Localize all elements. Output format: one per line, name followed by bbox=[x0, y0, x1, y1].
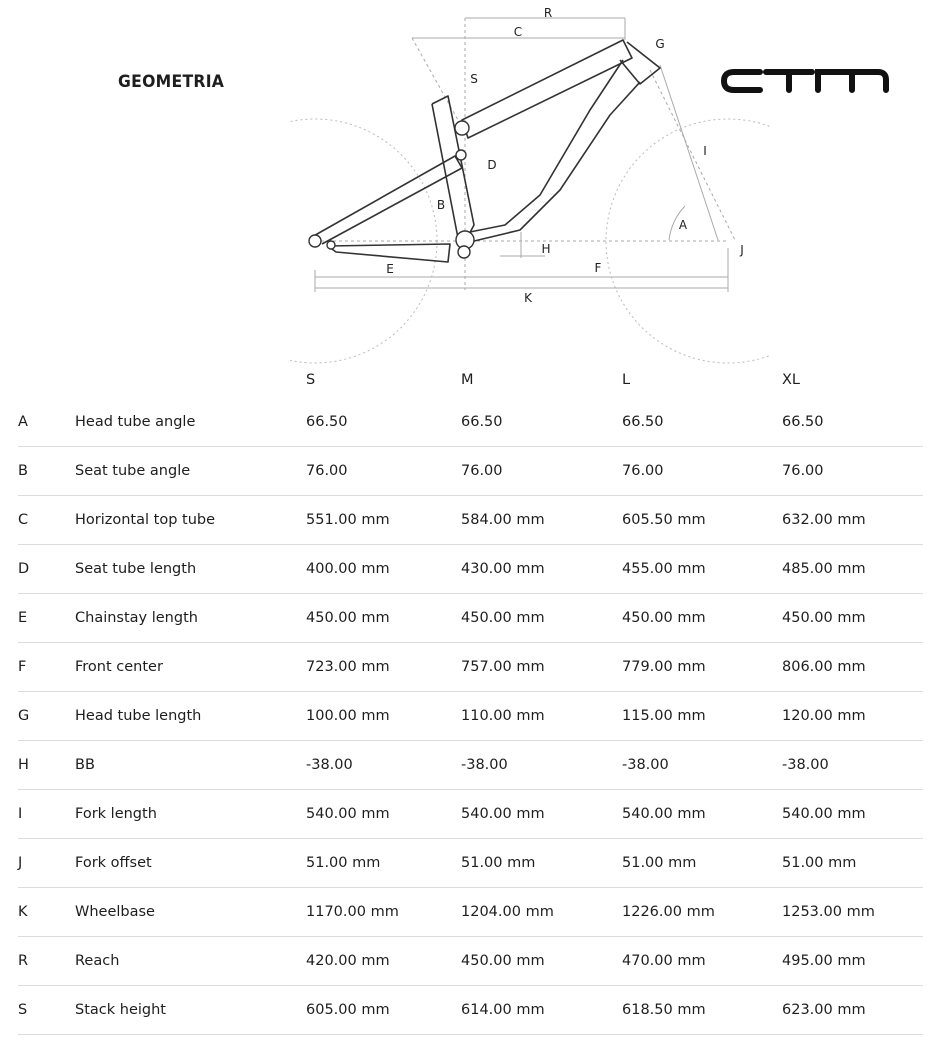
row-value: 450.00 mm bbox=[461, 594, 622, 643]
row-value: 540.00 mm bbox=[782, 790, 923, 839]
row-value: 450.00 mm bbox=[306, 594, 461, 643]
row-code: S bbox=[18, 986, 75, 1035]
row-value: 420.00 mm bbox=[306, 937, 461, 986]
row-name: Seat tube length bbox=[75, 545, 306, 594]
row-value: 757.00 mm bbox=[461, 643, 622, 692]
table-row bbox=[18, 643, 923, 692]
table-row bbox=[18, 839, 923, 888]
row-value: 110.00 mm bbox=[461, 692, 622, 741]
row-value: 66.50 bbox=[782, 398, 923, 447]
row-value: 1170.00 mm bbox=[306, 888, 461, 937]
row-value: 51.00 mm bbox=[306, 839, 461, 888]
row-value: 1204.00 mm bbox=[461, 888, 622, 937]
row-value: 76.00 bbox=[622, 447, 782, 496]
row-value: -38.00 bbox=[622, 741, 782, 790]
row-value: 115.00 mm bbox=[622, 692, 782, 741]
size-header: S bbox=[306, 372, 316, 388]
dim-label-i: I bbox=[703, 144, 707, 158]
dim-label-b: B bbox=[436, 198, 446, 212]
row-value: 400.00 mm bbox=[306, 545, 461, 594]
row-code: A bbox=[18, 398, 75, 447]
row-value: 76.00 bbox=[782, 447, 923, 496]
row-value: -38.00 bbox=[782, 741, 923, 790]
dim-label-c: C bbox=[513, 25, 523, 39]
row-value: 618.50 mm bbox=[622, 986, 782, 1035]
row-name: Fork length bbox=[75, 790, 306, 839]
row-name: Seat tube angle bbox=[75, 447, 306, 496]
dim-label-g: G bbox=[655, 37, 665, 51]
row-value: 66.50 bbox=[622, 398, 782, 447]
row-value: -38.00 bbox=[306, 741, 461, 790]
dim-label-d: D bbox=[487, 158, 497, 172]
table-row bbox=[18, 888, 923, 937]
row-value: 623.00 mm bbox=[782, 986, 923, 1035]
table-row bbox=[18, 692, 923, 741]
row-value: 584.00 mm bbox=[461, 496, 622, 545]
row-value: 76.00 bbox=[306, 447, 461, 496]
row-value: 120.00 mm bbox=[782, 692, 923, 741]
row-value: 605.00 mm bbox=[306, 986, 461, 1035]
row-value: -38.00 bbox=[461, 741, 622, 790]
row-code: F bbox=[18, 643, 75, 692]
dim-label-h: H bbox=[541, 242, 551, 256]
row-name: Wheelbase bbox=[75, 888, 306, 937]
table-row bbox=[18, 447, 923, 496]
row-code: J bbox=[18, 839, 75, 888]
row-value: 551.00 mm bbox=[306, 496, 461, 545]
geometry-diagram bbox=[290, 0, 770, 365]
row-value: 614.00 mm bbox=[461, 986, 622, 1035]
pivot-seat bbox=[455, 121, 469, 135]
row-value: 485.00 mm bbox=[782, 545, 923, 594]
row-value: 605.50 mm bbox=[622, 496, 782, 545]
table-row bbox=[18, 741, 923, 790]
table-row bbox=[18, 790, 923, 839]
row-value: 540.00 mm bbox=[461, 790, 622, 839]
row-value: 540.00 mm bbox=[622, 790, 782, 839]
header-code bbox=[18, 362, 75, 398]
row-value: 450.00 mm bbox=[622, 594, 782, 643]
row-name: Stack height bbox=[75, 986, 306, 1035]
row-value: 430.00 mm bbox=[461, 545, 622, 594]
row-value: 455.00 mm bbox=[622, 545, 782, 594]
size-header: M bbox=[461, 372, 474, 388]
row-name: Reach bbox=[75, 937, 306, 986]
dim-label-s: S bbox=[470, 72, 478, 86]
row-value: 540.00 mm bbox=[306, 790, 461, 839]
table-row bbox=[18, 496, 923, 545]
geometry-table bbox=[18, 362, 923, 1035]
row-code: B bbox=[18, 447, 75, 496]
row-value: 51.00 mm bbox=[782, 839, 923, 888]
header-name bbox=[75, 362, 306, 398]
row-value: 779.00 mm bbox=[622, 643, 782, 692]
brand-logo-text bbox=[890, 62, 891, 63]
row-code: H bbox=[18, 741, 75, 790]
row-value: 495.00 mm bbox=[782, 937, 923, 986]
row-value: 51.00 mm bbox=[461, 839, 622, 888]
row-value: 450.00 mm bbox=[461, 937, 622, 986]
row-name: Head tube length bbox=[75, 692, 306, 741]
row-value: 51.00 mm bbox=[622, 839, 782, 888]
dim-label-e: E bbox=[386, 262, 394, 276]
table-row bbox=[18, 594, 923, 643]
row-code: E bbox=[18, 594, 75, 643]
row-name: Chainstay length bbox=[75, 594, 306, 643]
row-value: 66.50 bbox=[461, 398, 622, 447]
row-name: Fork offset bbox=[75, 839, 306, 888]
row-name: Head tube angle bbox=[75, 398, 306, 447]
dim-label-a: A bbox=[678, 218, 688, 232]
table-header-row bbox=[18, 362, 923, 398]
size-header: L bbox=[622, 372, 631, 388]
row-value: 723.00 mm bbox=[306, 643, 461, 692]
dim-label-r: R bbox=[543, 6, 553, 20]
rear-axle bbox=[309, 235, 321, 247]
row-code: I bbox=[18, 790, 75, 839]
row-value: 632.00 mm bbox=[782, 496, 923, 545]
row-value: 66.50 bbox=[306, 398, 461, 447]
row-value: 76.00 bbox=[461, 447, 622, 496]
pivot-shock bbox=[456, 150, 466, 160]
row-name: Front center bbox=[75, 643, 306, 692]
table-row bbox=[18, 545, 923, 594]
dim-label-k: K bbox=[524, 291, 532, 305]
geometry-table-body bbox=[18, 398, 923, 1035]
table-row bbox=[18, 986, 923, 1035]
page-title: GEOMETRIA bbox=[118, 72, 225, 92]
table-row bbox=[18, 398, 923, 447]
dim-label-j: J bbox=[740, 243, 744, 257]
pivot-lower bbox=[458, 246, 470, 258]
row-name: Horizontal top tube bbox=[75, 496, 306, 545]
dim-label-f: F bbox=[594, 261, 602, 275]
row-code: D bbox=[18, 545, 75, 594]
row-value: 1253.00 mm bbox=[782, 888, 923, 937]
frame-geometry-svg bbox=[290, 0, 770, 365]
row-code: G bbox=[18, 692, 75, 741]
row-value: 1226.00 mm bbox=[622, 888, 782, 937]
row-code: K bbox=[18, 888, 75, 937]
row-value: 470.00 mm bbox=[622, 937, 782, 986]
row-name: BB bbox=[75, 741, 306, 790]
row-value: 100.00 mm bbox=[306, 692, 461, 741]
table-row bbox=[18, 937, 923, 986]
row-value: 806.00 mm bbox=[782, 643, 923, 692]
row-value: 450.00 mm bbox=[782, 594, 923, 643]
size-header: XL bbox=[782, 372, 801, 388]
rear-link bbox=[327, 241, 335, 249]
row-code: R bbox=[18, 937, 75, 986]
row-code: C bbox=[18, 496, 75, 545]
